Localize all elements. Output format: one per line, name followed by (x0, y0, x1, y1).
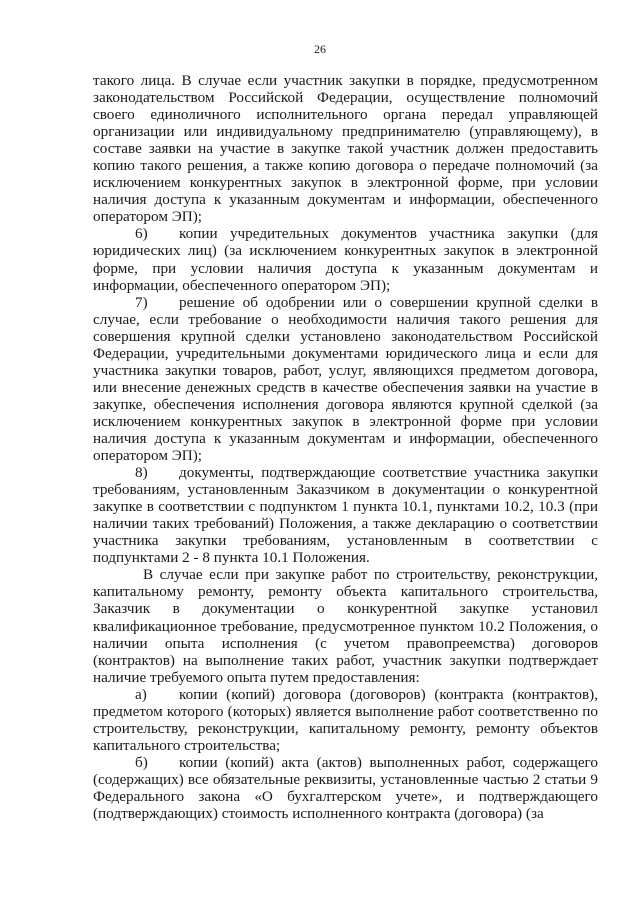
list-item-text: документы, подтверждающие соответствие участника закупки требованиям, установленным Заказчиком в документации о конкурентной закупке в соответствии с подпунктом 1 пункта 10.1, пунктами 10.2, 10.3 (при наличии таких требований) Положения, а также декларацию о соответствии участника закупки требованиям, установленным в соответствии с подпунктами 2 - 8 пункта 10.1 Положения. (93, 464, 598, 567)
list-item-text: решение об одобрении или о совершении крупной сделки в случае, если требование о необходимости наличия такого решения для совершения крупной сделки установлено законодательством Российской Федерации, учредительными документами юридического лица и если для участника закупки товаров, работ, услуг, являющихся предметом договора, или внесение денежных средств в качестве обеспечения заявки на участие в закупке, обеспечения исполнения договора являются крупной сделкой (за исключением конкурентных закупок в электронной форме при условии наличия доступа к указанным документам и информации, обеспеченного оператором ЭП); (93, 293, 598, 465)
paragraph-construction: В случае если при закупке работ по строительству, реконструкции, капитальному ремонту, ремонту объекта капитального строительства, Заказчик в документации о конкурентной закупке установил квалификационное требование, предусмотренное пунктом 10.2 Положения, о наличии опыта исполнения (с учетом правопреемства) договоров (контрактов) на выполнение таких работ, участник закупки подтверждает наличие требуемого опыта путем предоставления: (93, 566, 598, 686)
list-marker: б) (135, 753, 148, 771)
list-item-6 (93, 225, 598, 293)
sub-item-b (93, 754, 598, 822)
list-marker: 8) (135, 464, 148, 482)
list-item-text: копии учредительных документов участника закупки (для юридических лиц) (за исключением конкурентных закупок в электронной форме, при условии наличия доступа к указанным документам и информации, обеспеченного оператором ЭП); (93, 225, 598, 294)
list-marker: 7) (135, 293, 148, 311)
paragraph-intro: такого лица. В случае если участник закупки в порядке, предусмотренном законодательством Российской Федерации, осуществление полномочий своего единоличного исполнительного органа передал управляющей организации или индивидуальному предпринимателю (управляющему), в составе заявки на участие в закупке такой участник должен предоставить копию такого решения, а также копию договора о передаче полномочий (за исключением конкурентных закупок в электронной форме, при условии наличия доступа к указанным документам и информации, обеспеченного оператором ЭП); (93, 72, 598, 226)
list-item-7 (93, 294, 598, 464)
list-marker: а) (135, 685, 147, 703)
list-marker: 6) (135, 225, 148, 243)
list-item-text: копии (копий) договора (договоров) (контракта (контрактов), предметом которого (которых) является выполнение работ соответственно по строительству, реконструкции, капитальному ремонту, ремонту объектов капитального строительства; (93, 685, 598, 754)
document-body (93, 72, 598, 822)
list-item-8 (93, 464, 598, 566)
page-number: 26 (314, 42, 326, 56)
sub-item-a (93, 686, 598, 754)
list-item-text: копии (копий) акта (актов) выполненных работ, содержащего (содержащих) все обязательные реквизиты, установленные частью 2 статьи 9 Федерального закона «О бухгалтерском учете», и подтверждающего (подтверждающих) стоимость исполненного контракта (договора) (за (93, 753, 598, 823)
